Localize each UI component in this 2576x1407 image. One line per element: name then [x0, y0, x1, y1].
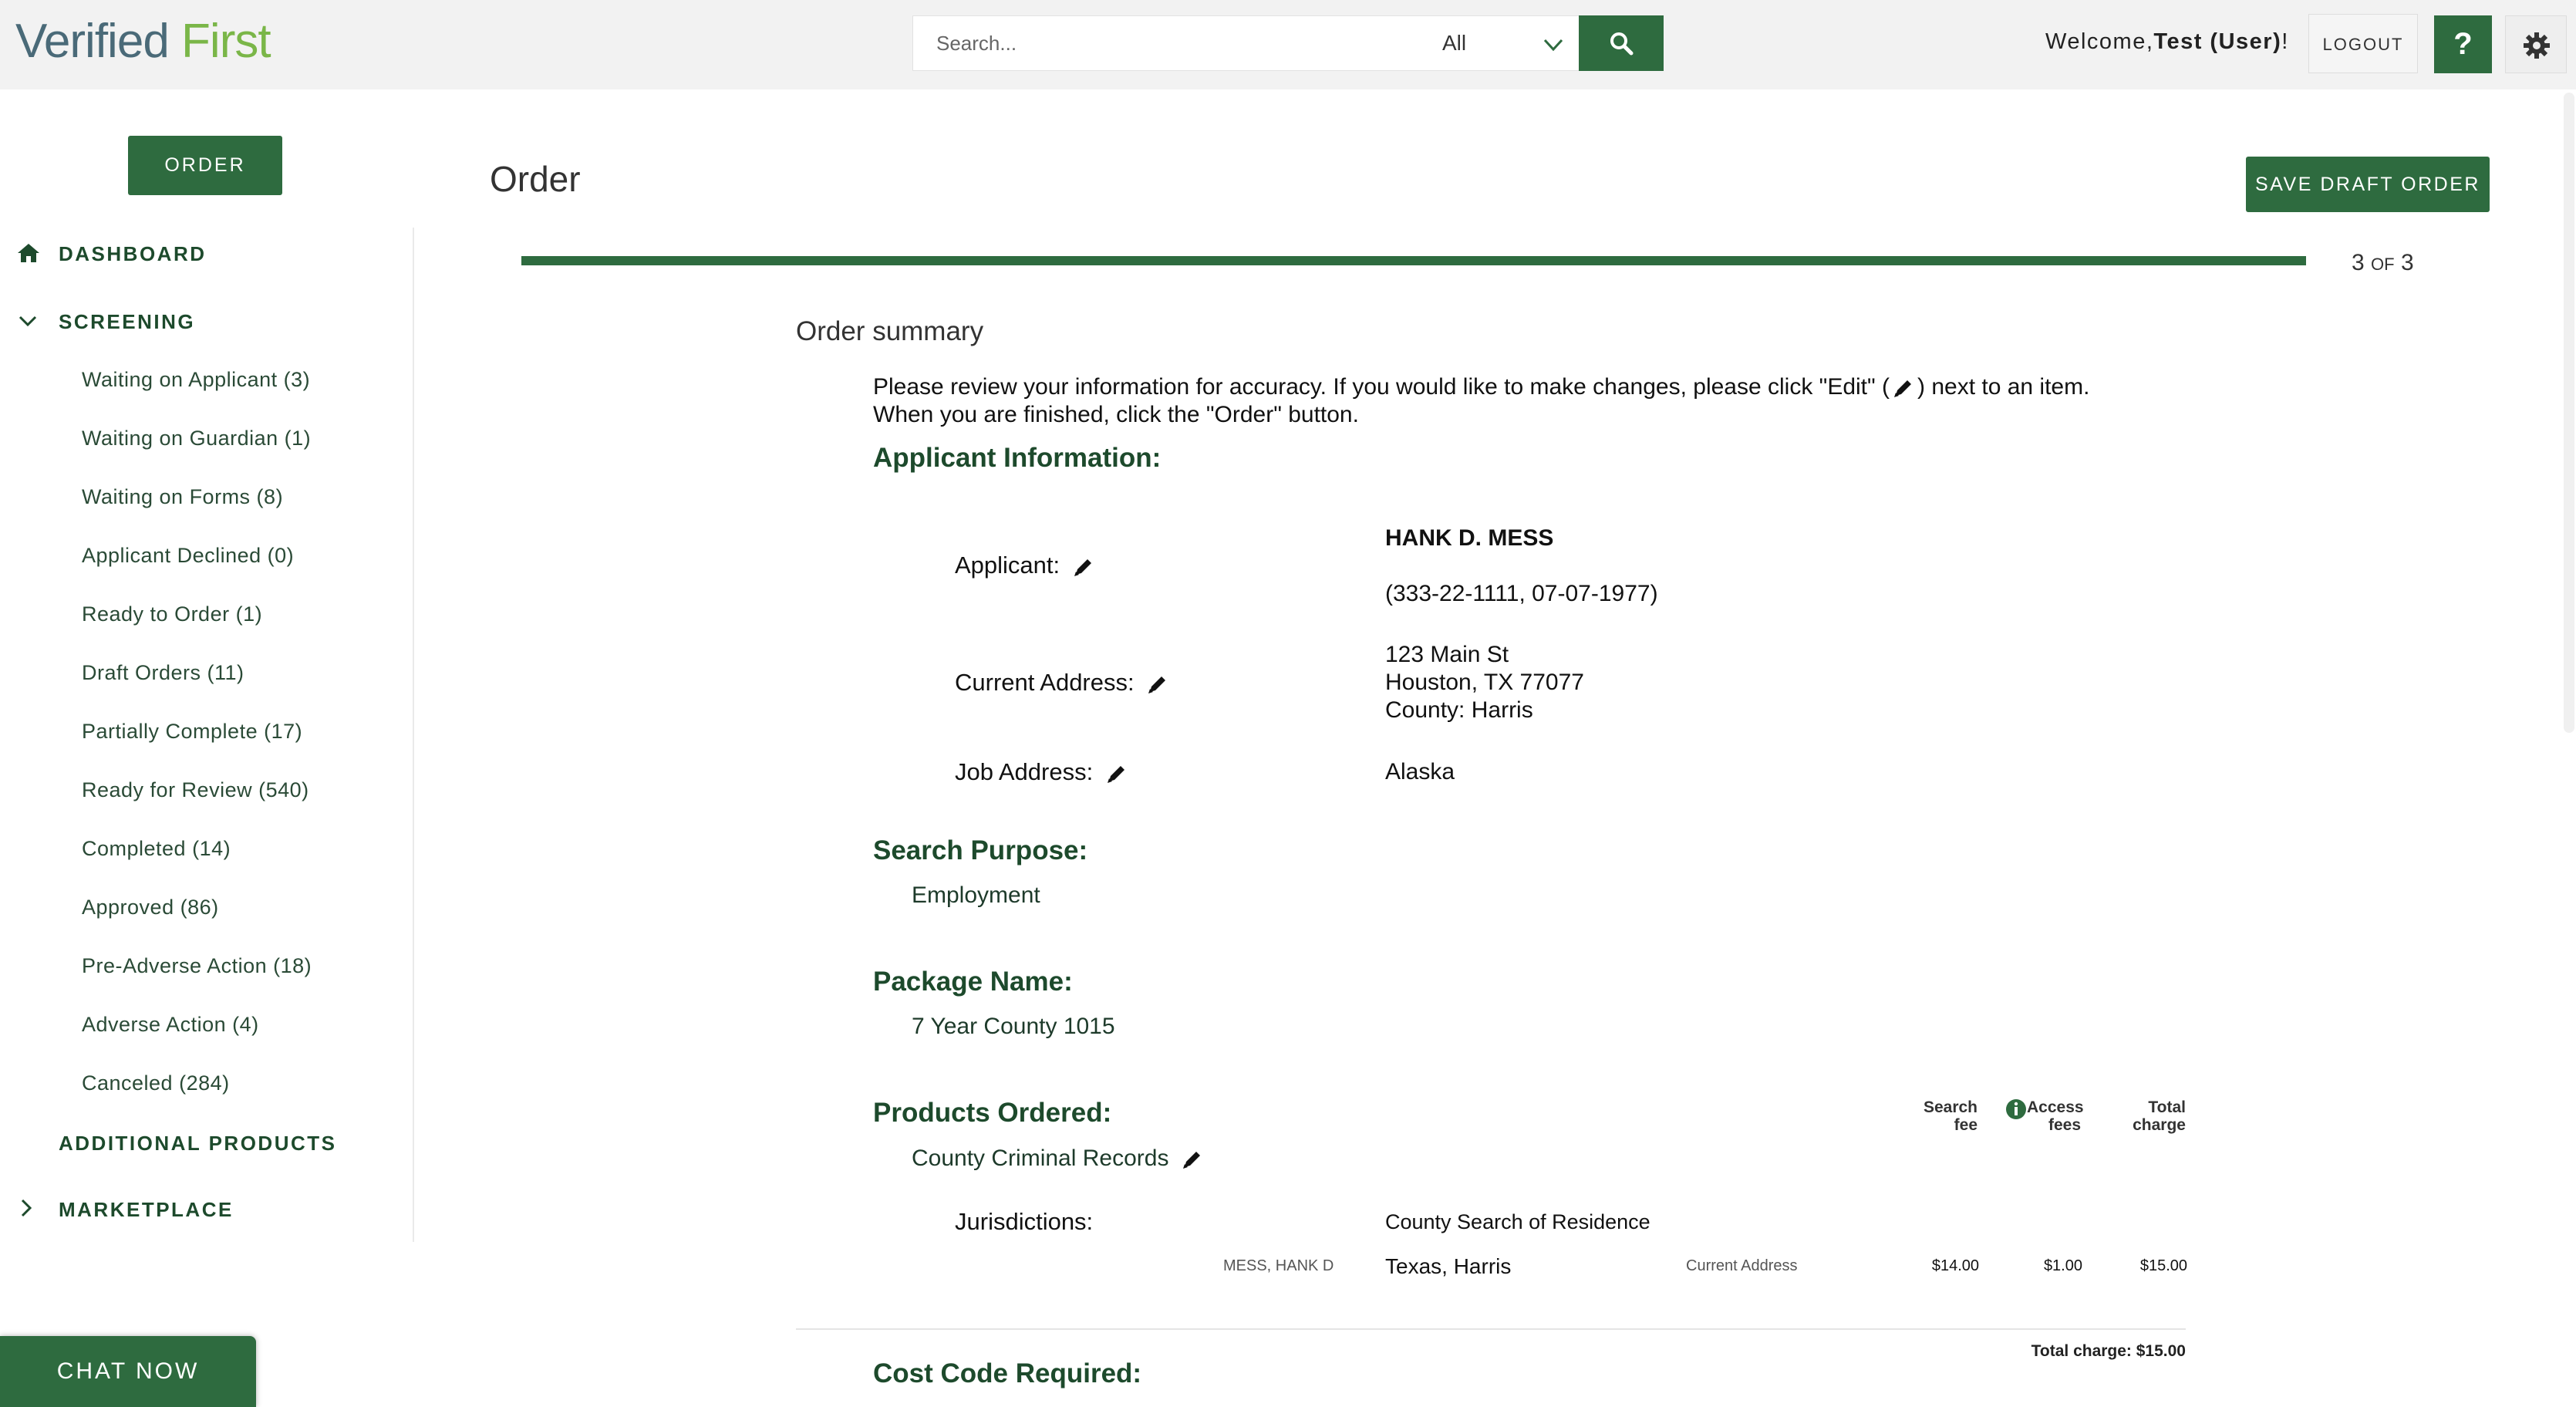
sidebar-item-draft-orders[interactable]: Draft Orders (11) — [82, 661, 244, 684]
row-search-fee: $14.00 — [1931, 1257, 1979, 1274]
review-instructions — [873, 373, 2089, 429]
chevron-down-icon — [1542, 33, 1565, 56]
package-name-heading: Package Name: — [873, 967, 1073, 997]
search-scope-value: All — [1442, 31, 1467, 55]
welcome-prefix: Welcome, — [2045, 29, 2154, 54]
col-total-charge-line2: charge — [2133, 1116, 2186, 1134]
page-scrollbar[interactable] — [2564, 93, 2574, 733]
row-access-fee: $1.00 — [2043, 1257, 2082, 1274]
chevron-down-icon[interactable] — [17, 312, 39, 330]
applicant-label: Applicant: — [955, 552, 1060, 579]
search-bar — [912, 15, 1664, 71]
sidebar-item-canceled[interactable]: Canceled (284) — [82, 1071, 230, 1095]
nav-dashboard[interactable]: DASHBOARD — [59, 242, 207, 265]
sidebar-item-waiting-on-forms[interactable]: Waiting on Forms (8) — [82, 485, 284, 508]
info-icon[interactable] — [2005, 1098, 2027, 1120]
applicant-ids: (333-22-1111, 07-07-1977) — [1385, 581, 1658, 606]
settings-button[interactable] — [2505, 15, 2567, 73]
nav-additional-products[interactable]: ADDITIONAL PRODUCTS — [59, 1132, 337, 1155]
sidebar-divider — [413, 228, 414, 1242]
welcome-suffix: ! — [2281, 29, 2289, 54]
search-scope-select[interactable] — [1438, 16, 1573, 70]
col-total-charge-line1: Total — [2148, 1098, 2186, 1116]
logout-button[interactable]: LOGOUT — [2308, 14, 2418, 73]
step-total: 3 — [2400, 250, 2414, 275]
job-address-label-row — [955, 758, 1128, 786]
applicant-name: HANK D. MESS — [1385, 525, 1554, 551]
progress-fill — [521, 256, 2306, 265]
welcome-user: Test (User) — [2153, 29, 2282, 54]
current-address-label: Current Address: — [955, 669, 1135, 696]
edit-job-address-pencil-icon[interactable] — [1106, 763, 1128, 784]
row-jurisdiction: Texas, Harris — [1385, 1254, 1512, 1278]
gear-icon — [2523, 32, 2551, 59]
step-indicator — [2352, 250, 2414, 276]
sidebar-item-ready-for-review[interactable]: Ready for Review (540) — [82, 778, 309, 801]
nav-screening[interactable]: SCREENING — [59, 310, 196, 333]
verified-first-logo[interactable] — [15, 14, 271, 69]
order-summary-title: Order summary — [796, 316, 984, 346]
page-title: Order — [490, 159, 581, 199]
col-access-fees-line2: fees — [2048, 1116, 2081, 1134]
progress-bar — [521, 256, 2306, 265]
help-button[interactable]: ? — [2434, 15, 2492, 73]
search-icon — [1608, 30, 1634, 56]
save-draft-order-button[interactable]: SAVE DRAFT ORDER — [2246, 157, 2490, 212]
instructions-text-b: ) next to an item. — [1917, 374, 2090, 400]
search-input[interactable] — [913, 16, 1407, 70]
instructions-line-1 — [873, 373, 2089, 401]
address-county: County: Harris — [1385, 697, 1533, 723]
jurisdictions-label: Jurisdictions: — [955, 1208, 1094, 1235]
sidebar-item-approved[interactable]: Approved (86) — [82, 896, 219, 919]
product-name: County Criminal Records — [912, 1146, 1169, 1171]
row-subject: MESS, HANK D — [1223, 1257, 1334, 1274]
col-total-charge — [2106, 1098, 2186, 1134]
search-purpose-heading: Search Purpose: — [873, 835, 1088, 865]
nav-marketplace[interactable]: MARKETPLACE — [59, 1198, 234, 1221]
current-address-label-row — [955, 669, 1168, 697]
current-address — [1385, 641, 1584, 724]
col-access-fees-line1: Access — [2027, 1098, 2084, 1116]
col-search-fee — [1897, 1098, 1978, 1134]
sidebar-item-completed[interactable]: Completed (14) — [82, 837, 231, 860]
sidebar-item-partially-complete[interactable]: Partially Complete (17) — [82, 720, 303, 743]
row-source: Current Address — [1686, 1257, 1798, 1274]
edit-applicant-pencil-icon[interactable] — [1073, 556, 1094, 578]
package-name-value: 7 Year County 1015 — [912, 1014, 1115, 1039]
step-of: OF — [2371, 255, 2395, 274]
sidebar-item-adverse-action[interactable]: Adverse Action (4) — [82, 1013, 259, 1036]
sidebar-item-ready-to-order[interactable]: Ready to Order (1) — [82, 602, 263, 626]
instructions-line-2: When you are finished, click the "Order" button. — [873, 402, 1359, 427]
cost-code-heading: Cost Code Required: — [873, 1358, 1142, 1388]
applicant-label-row — [955, 552, 1094, 579]
total-charge: Total charge: $15.00 — [2031, 1342, 2186, 1360]
edit-address-pencil-icon[interactable] — [1147, 673, 1168, 695]
pencil-icon — [1893, 377, 1914, 399]
step-current: 3 — [2352, 250, 2365, 275]
address-line-2: Houston, TX 77077 — [1385, 670, 1584, 695]
chat-now-button[interactable]: CHAT NOW — [0, 1336, 256, 1407]
order-button[interactable]: ORDER — [128, 136, 282, 195]
top-bar — [0, 0, 2576, 89]
row-total: $15.00 — [2139, 1257, 2187, 1274]
chevron-right-icon[interactable] — [17, 1197, 35, 1219]
search-button[interactable] — [1579, 15, 1664, 71]
col-access-fees — [2027, 1098, 2084, 1134]
sidebar-item-applicant-declined[interactable]: Applicant Declined (0) — [82, 544, 295, 567]
summary-divider — [796, 1328, 2186, 1330]
logo-word-first: First — [181, 15, 271, 68]
job-address-label: Job Address: — [955, 758, 1094, 785]
home-icon — [17, 242, 40, 264]
address-line-1: 123 Main St — [1385, 642, 1509, 667]
col-search-fee-line2: fee — [1954, 1116, 1978, 1134]
applicant-information-heading: Applicant Information: — [873, 443, 1162, 473]
edit-product-pencil-icon[interactable] — [1182, 1149, 1203, 1170]
col-search-fee-line1: Search — [1923, 1098, 1978, 1116]
product-row — [912, 1146, 1203, 1172]
sidebar-item-waiting-on-applicant[interactable]: Waiting on Applicant (3) — [82, 368, 311, 391]
welcome-message — [2045, 29, 2289, 55]
search-purpose-value: Employment — [912, 882, 1040, 908]
sidebar-item-pre-adverse-action[interactable]: Pre-Adverse Action (18) — [82, 954, 312, 977]
instructions-text-a: Please review your information for accuracy. If you would like to make changes, please click "Edit" ( — [873, 374, 1890, 400]
jurisdiction-type: County Search of Residence — [1385, 1210, 1650, 1233]
sidebar-item-waiting-on-guardian[interactable]: Waiting on Guardian (1) — [82, 427, 312, 450]
job-address: Alaska — [1385, 759, 1455, 784]
logo-word-verified: Verified — [15, 15, 169, 68]
products-ordered-heading: Products Ordered: — [873, 1098, 1112, 1128]
